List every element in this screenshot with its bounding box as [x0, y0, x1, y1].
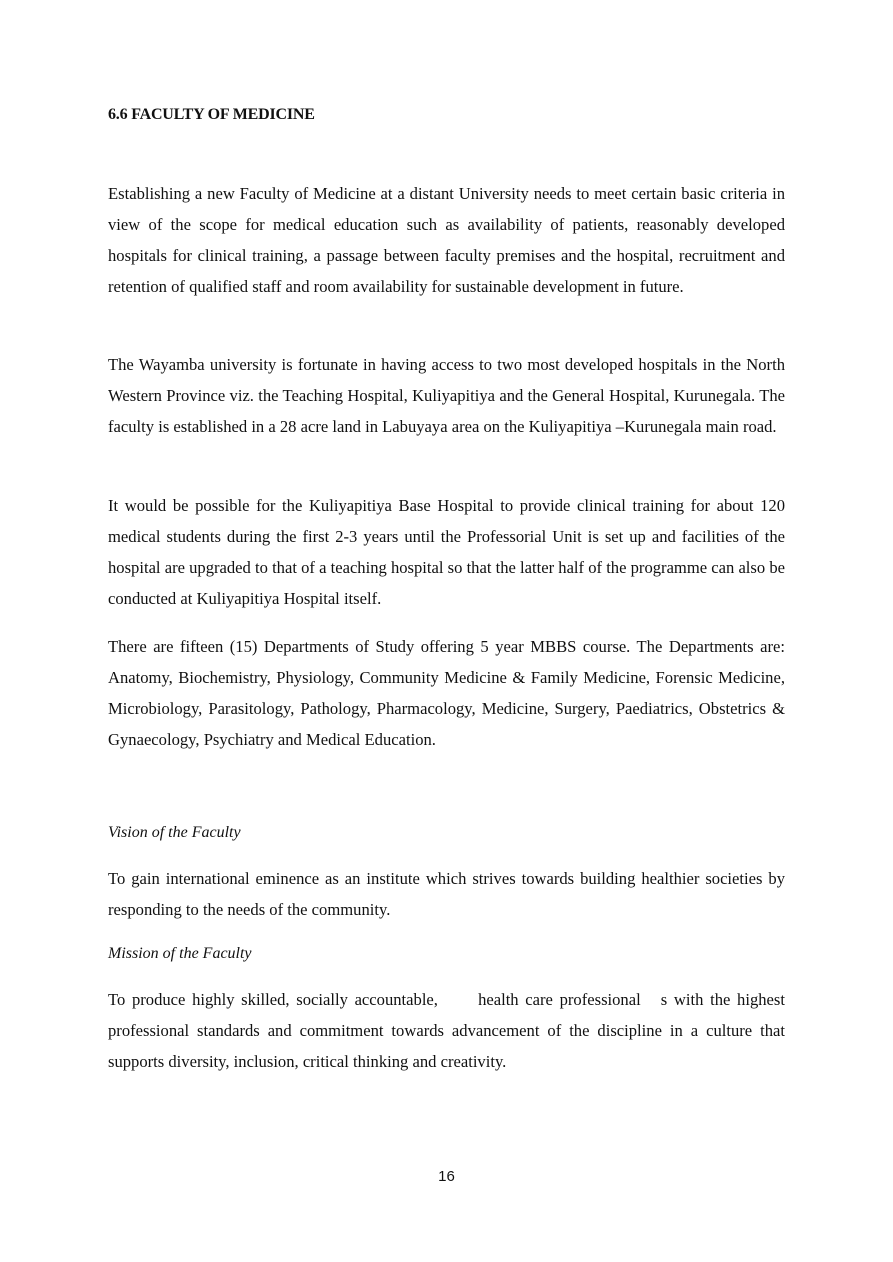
vision-text: To gain international eminence as an institute which strives towards building healthier societies by responding to the needs of the community.	[108, 869, 785, 919]
section-heading: 6.6 FACULTY OF MEDICINE	[108, 106, 315, 123]
paragraph-intro: Establishing a new Faculty of Medicine at a distant University needs to meet certain basic criteria in view of the scope for medical education such as availability of patients, reasonably developed hospitals for clinical training, a passage between faculty premises and the hospital, recruitment and retention of qualified staff and room availability for sustainable development in future.	[108, 184, 785, 296]
mission-heading: Mission of the Faculty	[108, 945, 252, 962]
vision-heading: Vision of the Faculty	[108, 824, 241, 841]
paragraph-clinical-training: It would be possible for the Kuliyapitiya Base Hospital to provide clinical training for about 120 medical students during the first 2-3 years until the Professorial Unit is set up and facilities of the hospital are upgraded to that of a teaching hospital so that the latter half of the programme can also be conducted at Kuliyapitiya Hospital itself.	[108, 496, 785, 608]
mission-text: To produce highly skilled, socially accountable, health care professional s with the highest professional standards and commitment towards advancement of the discipline in a culture that supports diversity, inclusion, critical thinking and creativity.	[108, 990, 790, 1071]
paragraph-hospitals: The Wayamba university is fortunate in having access to two most developed hospitals in the North Western Province viz. the Teaching Hospital, Kuliyapitiya and the General Hospital, Kurunegala. The faculty is established in a 28 acre land in Labuyaya area on the Kuliyapitiya –Kurunegala main road.	[108, 355, 785, 436]
paragraph-departments: There are fifteen (15) Departments of Study offering 5 year MBBS course. The Departments are: Anatomy, Biochemistry, Physiology, Community Medicine & Family Medicine, Forensic Medicine, Microbiology, Parasitology, Pathology, Pharmacology, Medicine, Surgery, Paediatrics, Obstetrics & Gynaecology, Psychiatry and Medical Education.	[108, 637, 785, 749]
page-number: 16	[438, 1168, 455, 1185]
